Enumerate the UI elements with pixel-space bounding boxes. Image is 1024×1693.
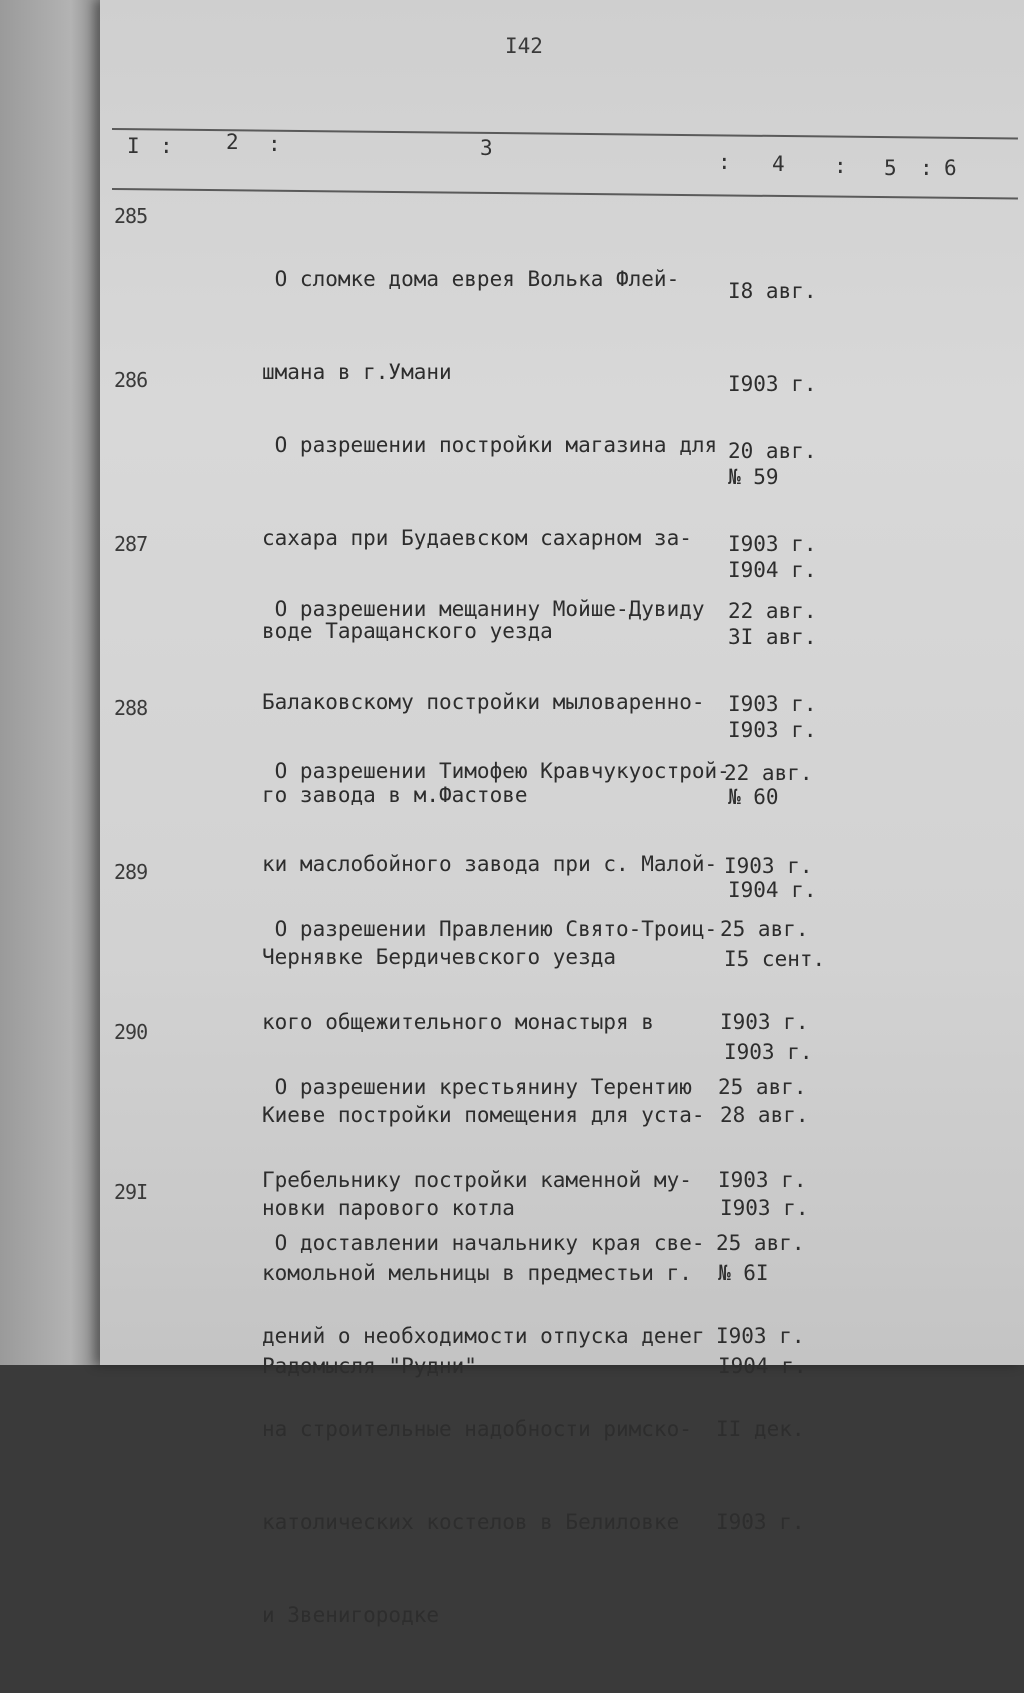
column-header-5: 5	[884, 156, 897, 180]
entry-dates	[716, 1166, 805, 1600]
date-line: I5 сент.	[724, 947, 826, 971]
date-line: I904 г.	[718, 1354, 807, 1378]
date-line: I903 г.	[716, 1510, 805, 1534]
entry-number: 289	[114, 860, 148, 884]
date-line: 3I авг.	[728, 625, 817, 649]
date-line: № 59	[728, 465, 779, 489]
description-line: дений о необходимости отпуска денег	[262, 1324, 705, 1348]
date-line: I903 г.	[728, 718, 817, 742]
date-line: I904 г.	[728, 878, 817, 902]
entry-number: 29I	[114, 1180, 148, 1204]
date-line: II дек.	[716, 1417, 805, 1441]
description-line: О доставлении начальнику края све-	[262, 1231, 705, 1255]
date-line: 25 авг.	[716, 1231, 805, 1255]
date-line: I903 г.	[720, 1010, 809, 1034]
date-line: I903 г.	[724, 1040, 813, 1064]
column-header-6: 6	[944, 156, 957, 180]
date-line: I904 г.	[728, 558, 817, 582]
description-line: Киеве постройки помещения для уста-	[262, 1103, 705, 1127]
date-line: 28 авг.	[720, 1103, 809, 1127]
description-line: О разрешении мещанину Мойше-Дувиду	[262, 597, 705, 621]
description-line: и Звенигородке	[262, 1603, 440, 1627]
entry-number: 288	[114, 696, 148, 720]
description-line: на строительные надобности римско-	[262, 1417, 692, 1441]
description-line: Балаковскому постройки мыловаренно-	[262, 690, 705, 714]
description-line: воде Таращанского уезда	[262, 619, 553, 643]
date-line: 25 авг.	[718, 1075, 807, 1099]
description-line: О разрешении Правлению Свято-Троиц-	[262, 917, 718, 941]
date-line: I903 г.	[720, 1196, 809, 1220]
description-line: го завода в м.Фастове	[262, 783, 528, 807]
column-separator: :	[920, 156, 933, 180]
date-line: 22 авг.	[728, 599, 817, 623]
column-header-2: 2	[226, 130, 239, 154]
entry-number: 287	[114, 532, 148, 556]
description-line: О сломке дома еврея Волька Флей-	[262, 267, 680, 291]
column-separator: :	[718, 150, 731, 174]
description-line: комольной мельницы в предместьи г.	[262, 1261, 692, 1285]
date-line: 25 авг.	[720, 917, 809, 941]
column-header-1: I	[127, 134, 140, 158]
description-line: ки маслобойного завода при с. Малой-	[262, 852, 718, 876]
column-separator: :	[834, 154, 847, 178]
description-line: О разрешении крестьянину Терентию	[262, 1075, 692, 1099]
column-separator: :	[160, 134, 173, 158]
date-line: I903 г.	[728, 532, 817, 556]
description-line: шмана в г.Умани	[262, 360, 452, 384]
description-line: новки парового котла	[262, 1196, 515, 1220]
description-line: сахара при Будаевском сахарном за-	[262, 526, 692, 550]
page-number: I42	[505, 34, 543, 58]
date-line: № 6I	[718, 1261, 769, 1285]
date-line: I903 г.	[724, 854, 813, 878]
column-header-3: 3	[480, 136, 493, 160]
entry-number: 286	[114, 368, 148, 392]
date-line: № 60	[728, 785, 779, 809]
date-line: I903 г.	[718, 1168, 807, 1192]
description-line: Гребельнику постройки каменной му-	[262, 1168, 692, 1192]
column-header-4: 4	[772, 152, 785, 176]
date-line: 20 авг.	[728, 439, 817, 463]
description-line: О разрешении постройки магазина для	[262, 433, 718, 457]
entry-number: 290	[114, 1020, 148, 1044]
description-line: О разрешении Тимофею Кравчукуострой-	[262, 759, 730, 783]
date-line: I903 г.	[716, 1324, 805, 1348]
description-line: католических костелов в Белиловке	[262, 1510, 680, 1534]
column-separator: :	[268, 132, 281, 156]
entry-number: 285	[114, 204, 148, 228]
date-line: 22 авг.	[724, 761, 813, 785]
date-line: I903 г.	[728, 692, 817, 716]
description-line: Чернявке Бердичевского уезда	[262, 945, 617, 969]
description-line: кого общежительного монастыря в	[262, 1010, 654, 1034]
entry-description	[262, 1166, 705, 1693]
date-line: I903 г.	[728, 372, 817, 396]
date-line: I8 авг.	[728, 279, 817, 303]
description-line: Радомысля "Рудни"	[262, 1354, 477, 1378]
